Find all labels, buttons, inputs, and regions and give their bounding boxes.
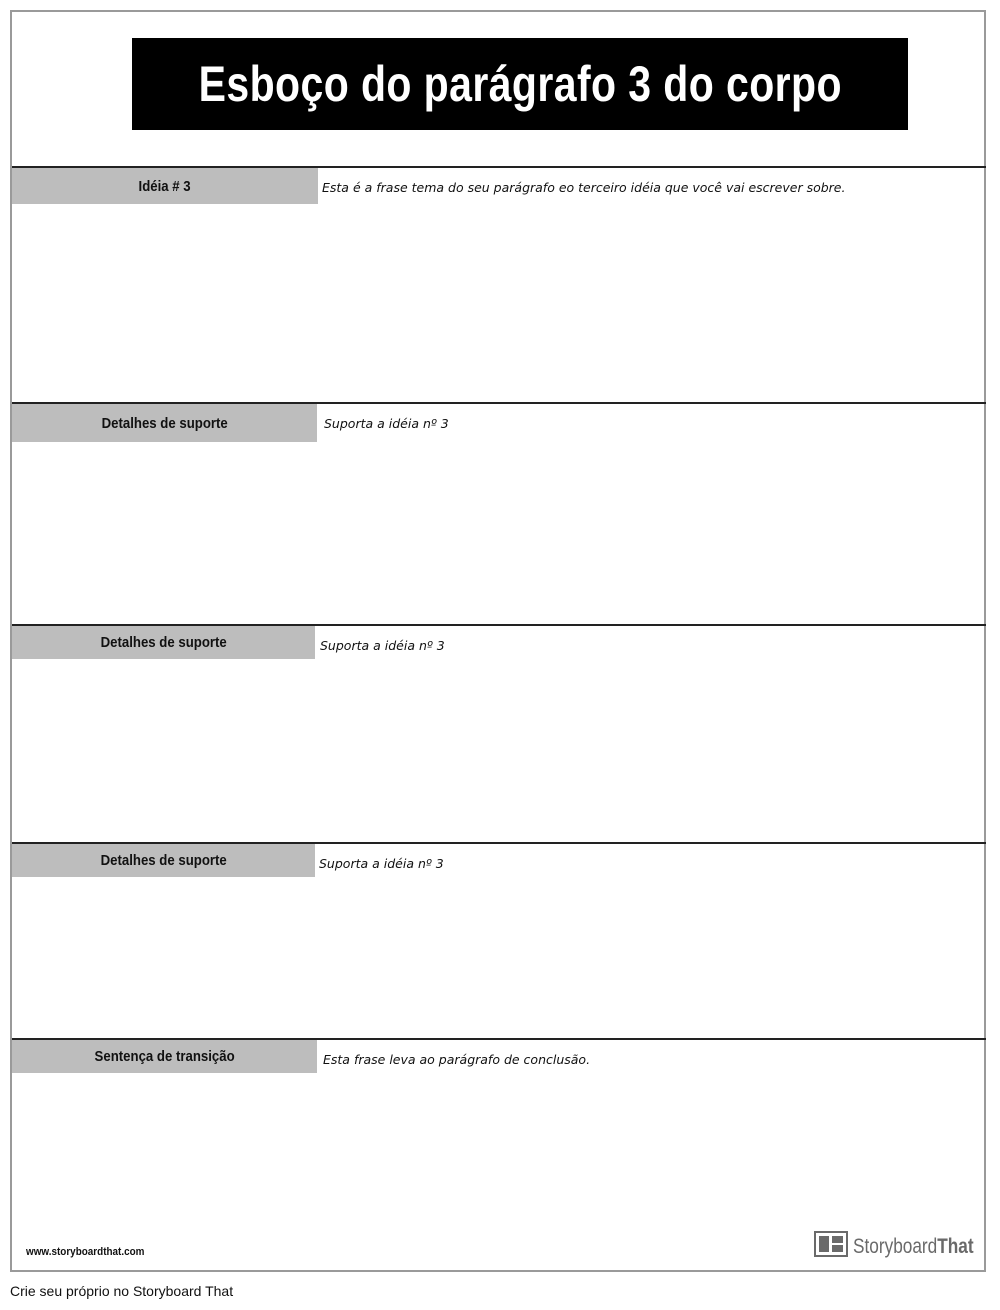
- section-hint: Suporta a idéia nº 3: [320, 638, 445, 653]
- title-banner: [132, 38, 908, 130]
- section-transition: [12, 1038, 986, 1240]
- section-label-box: [12, 168, 318, 204]
- section-label: Detalhes de suporte: [100, 634, 227, 651]
- worksheet-title: Esboço do parágrafo 3 do corpo: [198, 56, 842, 112]
- brand-name: StoryboardThat: [852, 1234, 974, 1258]
- section-label-box: [12, 1040, 317, 1073]
- section-label-box: [12, 844, 315, 877]
- section-hint: Suporta a idéia nº 3: [319, 856, 444, 871]
- section-support-2: [12, 624, 986, 842]
- section-label: Detalhes de suporte: [101, 414, 228, 432]
- section-idea: [12, 166, 986, 402]
- section-label-box: [12, 626, 315, 659]
- website-url: www.storyboardthat.com: [26, 1246, 145, 1258]
- section-hint: Suporta a idéia nº 3: [324, 416, 449, 431]
- section-label-box: [12, 404, 317, 442]
- section-hint: Esta frase leva ao parágrafo de conclusão.: [323, 1052, 591, 1067]
- storyboard-logo-icon: [814, 1231, 848, 1262]
- section-label: Detalhes de suporte: [100, 852, 227, 869]
- section-label: Sentença de transição: [94, 1048, 235, 1065]
- section-support-3: [12, 842, 986, 1038]
- footer-credit[interactable]: Crie seu próprio no Storyboard That: [10, 1283, 234, 1299]
- section-hint: Esta é a frase tema do seu parágrafo eo terceiro idéia que você vai escrever sobre.: [322, 180, 846, 195]
- worksheet-frame: [10, 10, 986, 1272]
- section-support-1: [12, 402, 986, 624]
- section-label: Idéia # 3: [138, 177, 192, 195]
- brand-logo: [814, 1231, 974, 1262]
